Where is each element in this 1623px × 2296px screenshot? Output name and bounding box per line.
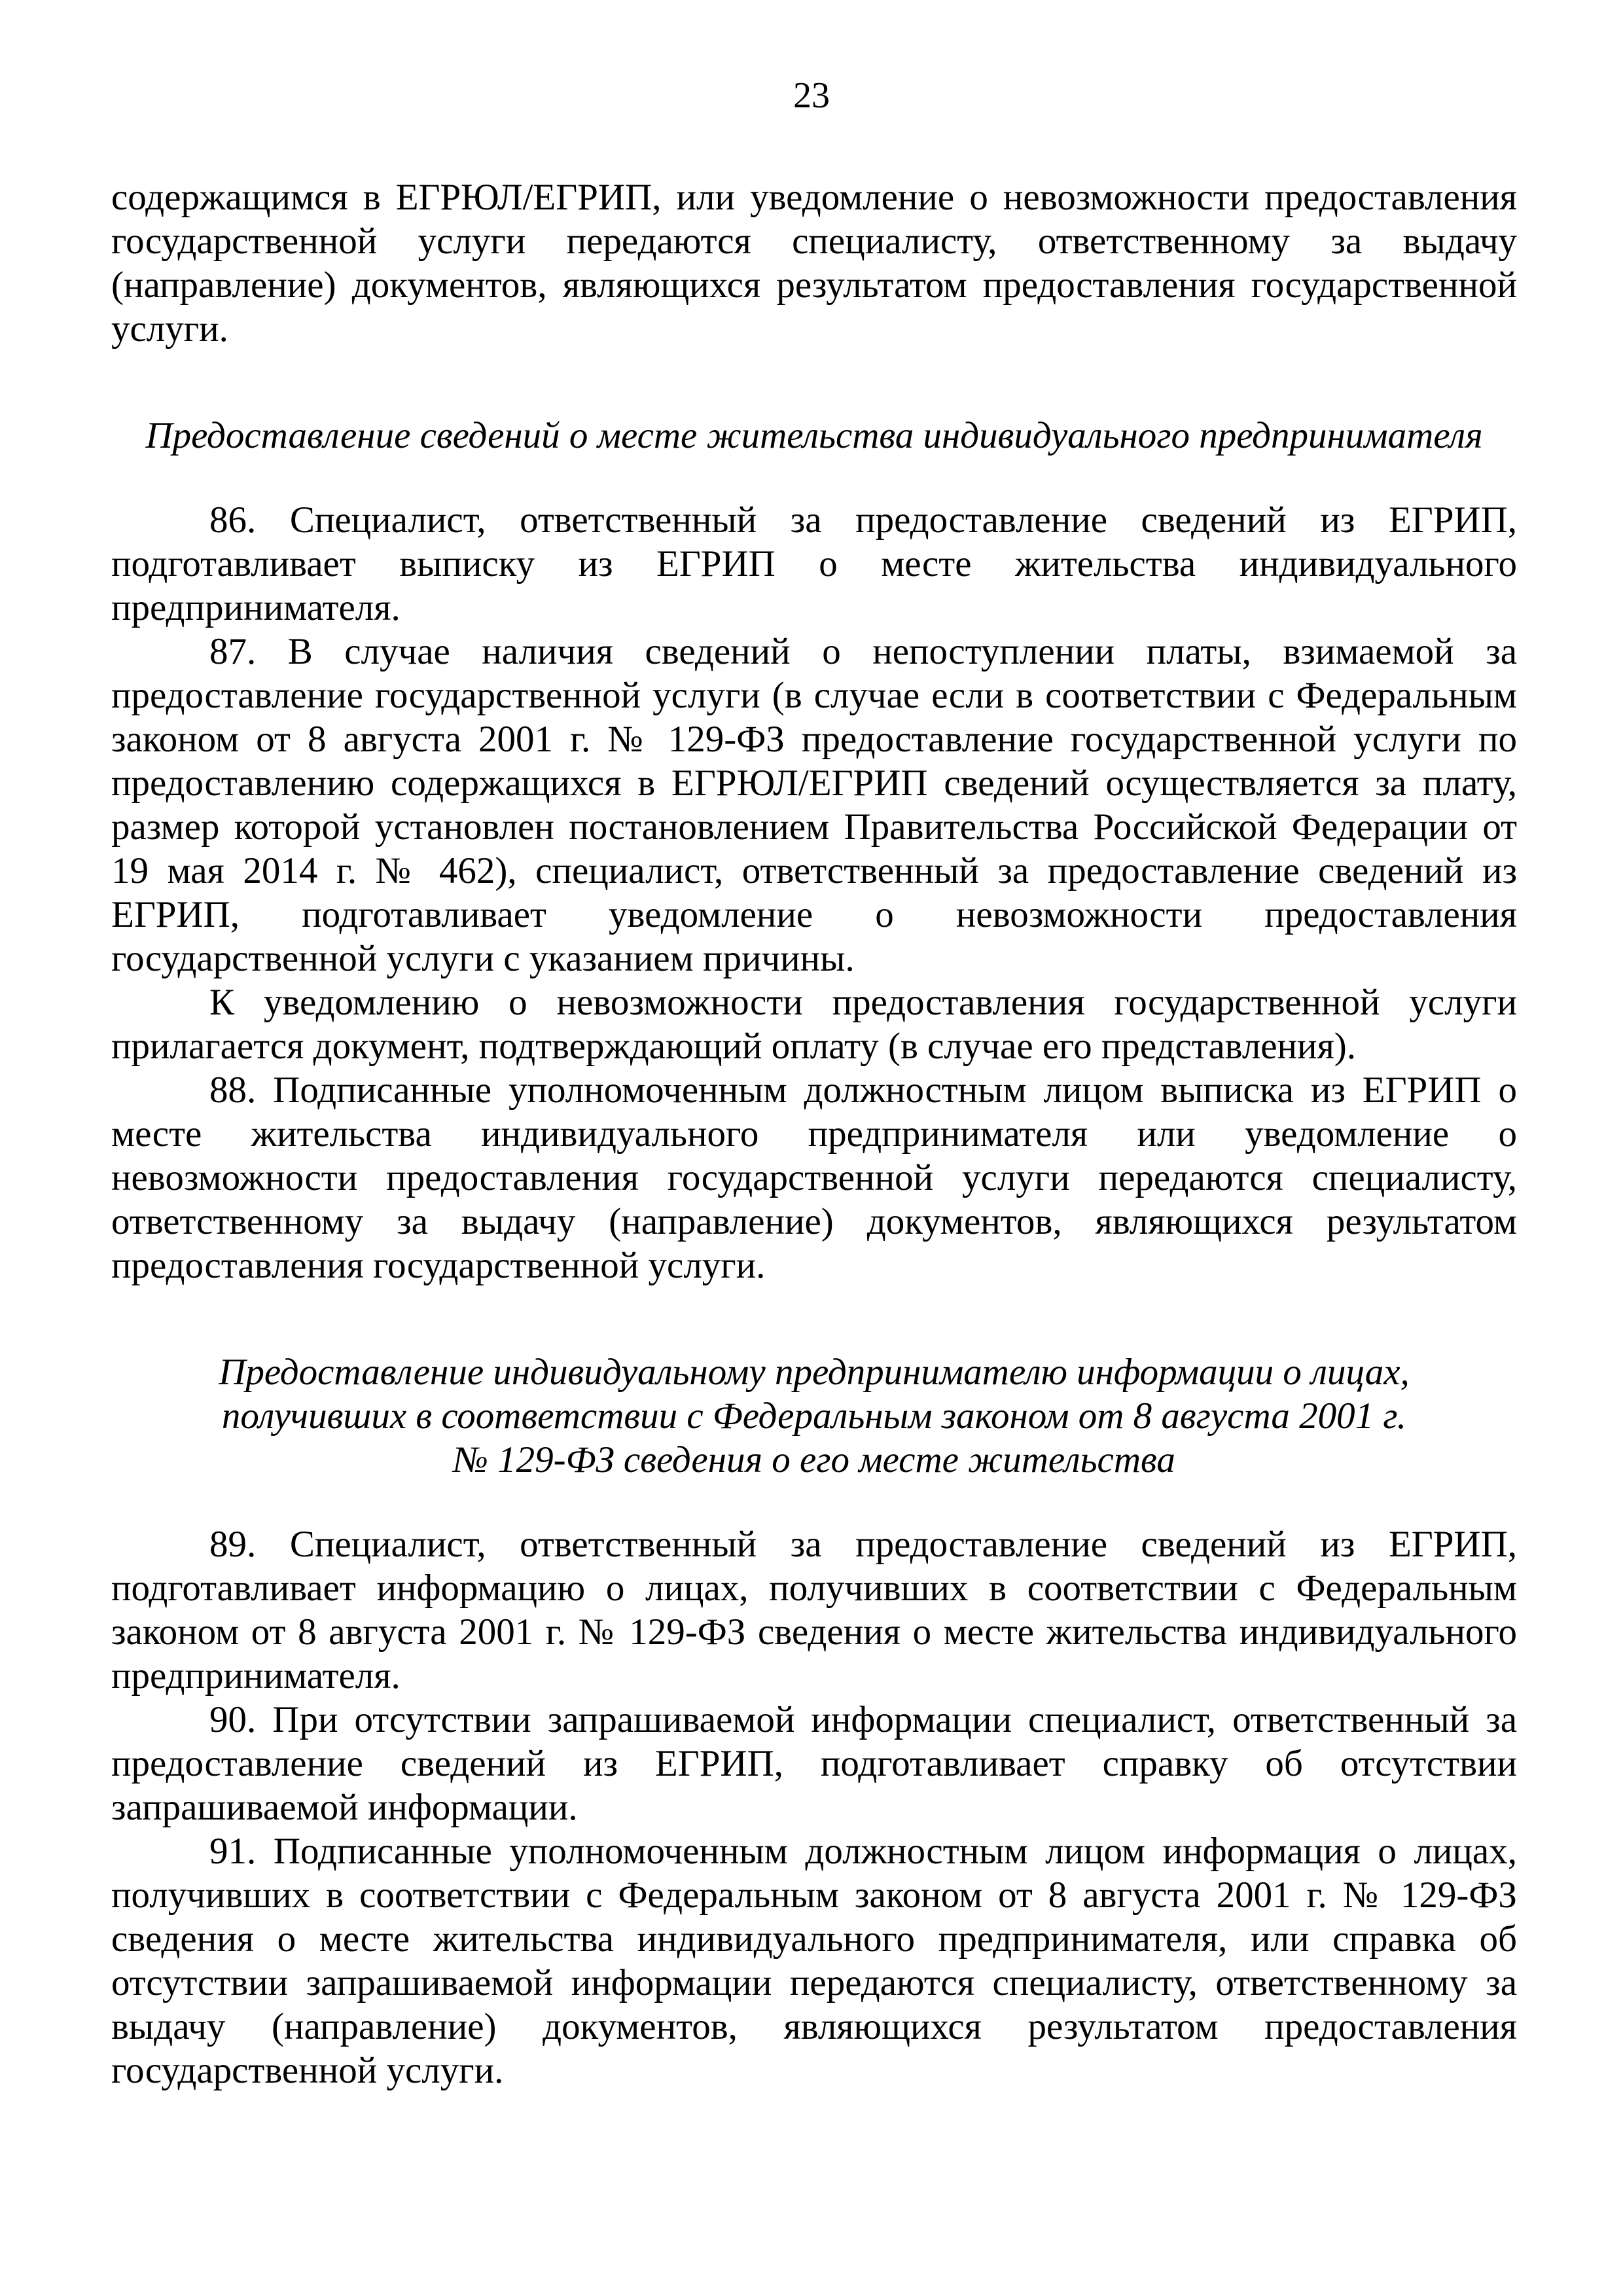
paragraph-89: 89. Специалист, ответственный за предоставление сведений из ЕГРИП, подготавливает информацию о лицах, получивших в соответствии с Федеральным законом от 8 августа 2001 г. № 129-ФЗ сведения о месте жительства индивидуального предпринимателя.: [111, 1524, 1517, 1696]
paragraph-88: 88. Подписанные уполномоченным должностным лицом выписка из ЕГРИП о месте жительства индивидуального предпринимателя или уведомление о невозможности предоставления государственной услуги передаются специалисту, ответственному за выдачу (направление) документов, являющихся результатом предоставления государственной услуги.: [111, 1069, 1517, 1286]
section-heading-residence-info: Предоставление сведений о месте жительства индивидуального предпринимателя: [145, 415, 1483, 456]
paragraph-91: 91. Подписанные уполномоченным должностным лицом информация о лицах, получивших в соответствии с Федеральным законом от 8 августа 2001 г. № 129-ФЗ сведения о месте жительства индивидуального предпринимателя, или справка об отсутствии запрашиваемой информации передаются специалисту, ответственному за выдачу (направление) документов, являющихся результатом предоставления государственной услуги.: [111, 1831, 1517, 2091]
page-number: 23: [793, 75, 830, 116]
document-body: [111, 175, 1517, 2092]
paragraph-90: 90. При отсутствии запрашиваемой информации специалист, ответственный за предоставление сведений из ЕГРИП, подготавливает справку об отсутствии запрашиваемой информации.: [111, 1699, 1517, 1828]
heading-line: получивших в соответствии с Федеральным законом от 8 августа 2001 г.: [221, 1395, 1407, 1437]
paragraph-87: 87. В случае наличия сведений о непоступлении платы, взимаемой за предоставление государственной услуги (в случае если в соответствии с Федеральным законом от 8 августа 2001 г. № 129-ФЗ предоставление государственной услуги по предоставлению содержащихся в ЕГРЮЛ/ЕГРИП сведений осуществляется за плату, размер которой установлен постановлением Правительства Российской Федерации от 19 мая 2014 г. № 462), специалист, ответственный за предоставление сведений из ЕГРИП, подготавливает уведомление о невозможности предоставления государственной услуги с указанием причины.: [111, 631, 1517, 979]
continuation-paragraph: содержащимся в ЕГРЮЛ/ЕГРИП, или уведомление о невозможности предоставления государственной услуги передаются специалисту, ответственному за выдачу (направление) документов, являющихся результатом предоставления государственной услуги.: [111, 177, 1517, 350]
heading-line: Предоставление индивидуальному предпринимателю информации о лицах,: [219, 1352, 1410, 1393]
section-heading-recipients-info: [111, 1350, 1517, 1482]
heading-line: № 129-ФЗ сведения о его месте жительства: [453, 1439, 1175, 1480]
paragraph-87-attachment: К уведомлению о невозможности предоставления государственной услуги прилагается документ, подтверждающий оплату (в случае его представления).: [111, 982, 1517, 1067]
paragraph-86: 86. Специалист, ответственный за предоставление сведений из ЕГРИП, подготавливает выписку из ЕГРИП о месте жительства индивидуального предпринимателя.: [111, 499, 1517, 628]
